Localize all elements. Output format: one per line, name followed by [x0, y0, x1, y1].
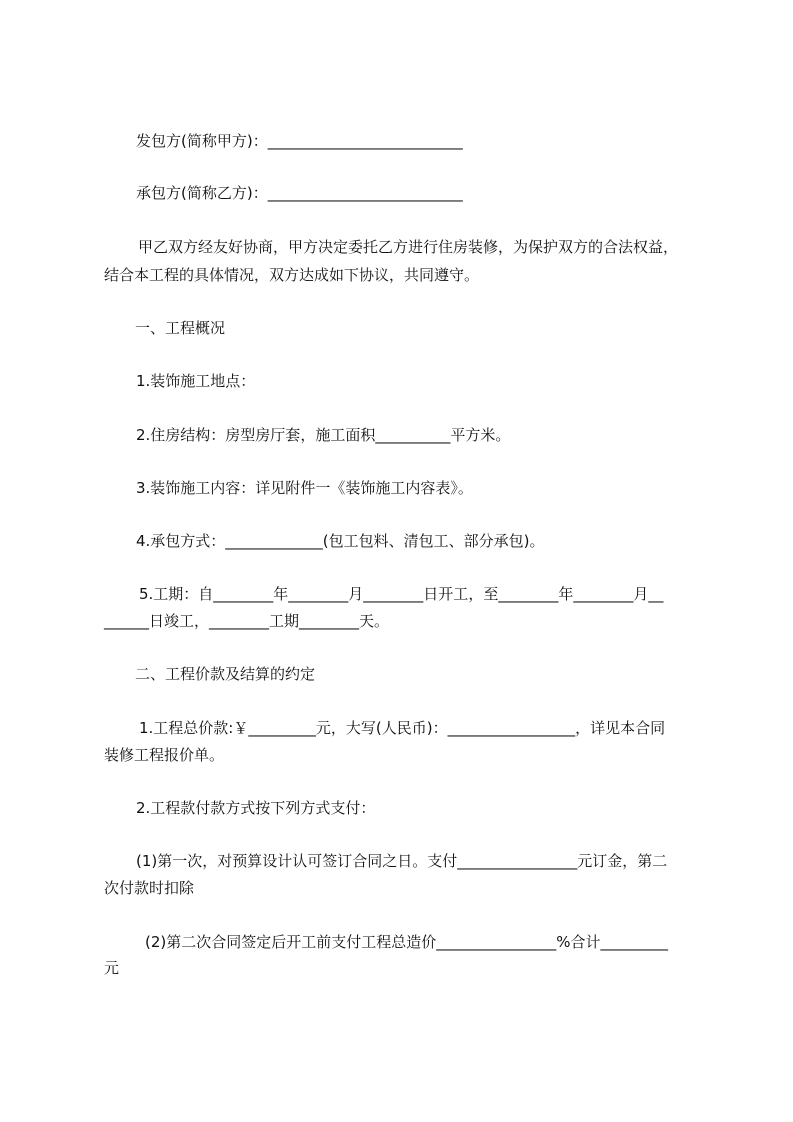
section-1-item-2: 2.住房结构：房型房厅套，施工面积__________平方米。: [136, 426, 511, 444]
section-2-item-1-line-2: 装修工程报价单。: [104, 746, 225, 764]
intro-paragraph-line-2: 结合本工程的具体情况，双方达成如下协议，共同遵守。: [104, 266, 480, 284]
section-2-heading: 二、工程价款及结算的约定: [135, 665, 316, 683]
section-2-item-1-line-1: 1.工程总价款:￥_________元，大写(人民币)：_________________，详见本合同: [139, 719, 666, 737]
section-1-item-5-line-1: 5.工期：自________年________月________日开工，至________年________月__: [139, 585, 664, 603]
section-1-heading: 一、工程概况: [135, 319, 226, 337]
section-1-item-3: 3.装饰施工内容：详见附件一《装饰施工内容表》。: [136, 479, 473, 497]
section-1-item-1: 1.装饰施工地点：: [136, 372, 256, 390]
section-2-item-2: 2.工程款付款方式按下列方式支付：: [136, 799, 376, 817]
payment-term-2-line-1: (2)第二次合同签定后开工前支付工程总造价________________%合计_________: [145, 933, 669, 951]
section-1-item-4: 4.承包方式：_____________(包工包料、清包工、部分承包)。: [136, 532, 545, 550]
payment-term-2-line-2: 元: [104, 959, 120, 977]
party-b-line: 承包方(简称乙方)：__________________________: [136, 184, 463, 202]
payment-term-1-line-2: 次付款时扣除: [104, 879, 195, 897]
section-1-item-5-line-2: ______日竣工，________工期________天。: [104, 612, 390, 630]
party-a-line: 发包方(简称甲方)：__________________________: [136, 132, 463, 150]
intro-paragraph-line-1: 甲乙双方经友好协商，甲方决定委托乙方进行住房装修，为保护双方的合法权益，: [138, 238, 679, 256]
payment-term-1-line-1: (1)第一次，对预算设计认可签订合同之日。支付________________元订金，第二: [136, 852, 668, 870]
